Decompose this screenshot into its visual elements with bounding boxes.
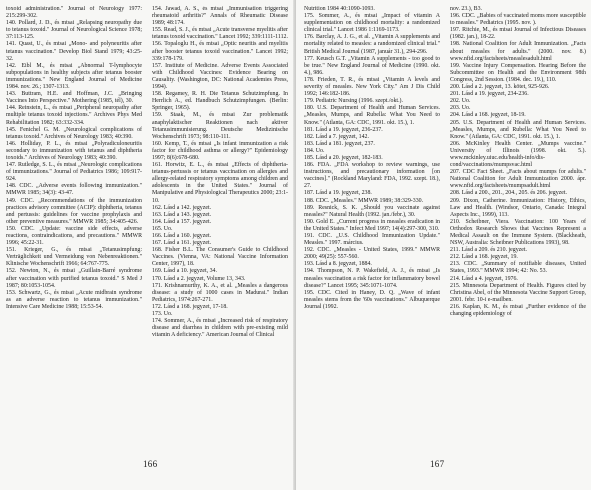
- reference-entry: 145. Fenichel G. M. „Neurological complications of tetanus toxoid." Archives of Neurology 1983; 40:390.: [6, 126, 142, 140]
- reference-entry: 149. CDC. „Recommendations of the immunization practices advisory committee (ACIP): diphtheria, tetanus and pertussis: guidelines for vaccine prophylaxis and other preventive measures." MMWR 1985; 34:405-426.: [6, 197, 142, 225]
- reference-entry: 198. National Coalition for Adult Immunization. „Facts about measles for adults." (2000. nov. 8.) www.nfid.org/factsheets/measlesadult.html: [450, 41, 586, 62]
- reference-entry: 205. U.S. Department of Health and Human Services. „Measles, Mumps, and Rubella: What You Need to Know." (Atlanta, GA: CDC, 1991. okt. 15.), 1.: [450, 119, 586, 140]
- reference-entry: 143. Buttram, H.E. and Hoffman, J.C. „Bringing Vaccines Into Perspective." Mothering (1985, tél), 30.: [6, 91, 142, 105]
- reference-entry: Nutrition 1984 40:1090-1093.: [304, 6, 375, 12]
- reference-entry: 206. McKinley Health Center. „Mumps vaccine." University of Illinois (1998. okt. 5.). www.mckinley.uiuc.edu/health-info/dis-cond/vaccinations/mumpsvac.html: [450, 140, 586, 169]
- reference-entry: 165. Uo.: [152, 225, 173, 232]
- reference-entry: 174. Sommer, A., és mtsai „Increased risk of respiratory disease and diarrhea in children with pre-existing mild vitamin A deficiency." American Journal of Clinical: [152, 318, 288, 339]
- reference-entry: 191. CDC. „U.S. Childhood Immunization Update." Measles." 1997. március.: [304, 233, 440, 247]
- reference-entry: 182. Lásd a 7. jegyzet, 142.: [304, 133, 369, 140]
- right-page: [296, 0, 591, 490]
- reference-entry: 148. CDC. „Adverse events following immunization." MMWR 1985; 34(3): 43-47.: [6, 183, 142, 197]
- right-page-column-1: [304, 6, 440, 446]
- reference-entry: 175. Sommer, A., és mtsai „Impact of vitamin A supplementation on childhood mortality: a randomized clinical trial." Lancet 1986 1:1169-1173.: [304, 13, 440, 34]
- reference-entry: 160. Kemp, T., és mtsai „Is infant immunization a risk factor for childhood asthma or allergy?" Epidemiology 1997; 8(6):678-680.: [152, 140, 288, 161]
- reference-entry: 203. Uo.: [450, 105, 471, 112]
- reference-entry: 156. Topaloglu H., és mtsai „Optic neuritis and myelitis after booster tetanus toxoid vaccination." Lancet 1992; 339:178-179.: [152, 41, 288, 62]
- reference-entry: 195. CDC. Cited in Haney, D. Q. „Wave of infant measles stems from the '60s vaccinations." Albuquerque Journal (1992.: [304, 289, 440, 310]
- reference-entry: 184. Uo.: [304, 147, 325, 154]
- reference-entry: 177. Keusch G.T. „Vitamin A supplements - too good to be true." New England Journal of Medicine (1990. okt. 4.), 986.: [304, 55, 440, 76]
- left-page-column-2: [152, 6, 288, 446]
- reference-entry: 213. CDC. „Summary of notifiable diseases, United States, 1993." MMWR 1994; 42: No. 53.: [450, 261, 586, 275]
- reference-entry: 199. Vaccine Injury Compensation. Hearing Before the Subcommittee on Health and the Environment 98th Congress, 2nd Session. (1984. dec. 19.), 110.: [450, 62, 586, 83]
- reference-entry: 157. Institute of Medicine. Adverse Events Associated with Childhood Vaccines: Evidence Bearing on Causality. (Washington, DC: National Academies Press, 1994).: [152, 62, 288, 91]
- reference-entry: 162. Lásd a 142. jegyzet.: [152, 204, 212, 211]
- left-page-column-1: [6, 6, 142, 446]
- reference-entry: 150. CDC. „Update: vaccine side effects, adverse reactions, contraindications, and precautions." MMWR 1996; 45:22-31.: [6, 225, 142, 247]
- reference-entry: 152. Newton, N., és mtsai „Guillain-Barré syndrome after vaccination with purified tetanus toxoid." S Med J 1987; 80:1053-1054.: [6, 268, 142, 289]
- reference-entry: 155. Read, S. J., és mtsai „Acute transverse myelitis after tetanus toxoid vaccination." Lancet 1992; 339:1111-1112.: [152, 27, 288, 41]
- reference-entry: 202. Uo.: [450, 98, 471, 105]
- reference-entry: 200. Lásd a 2. jegyzet, 13. kötet, 925-926.: [450, 84, 550, 91]
- reference-entry: 201. Lásd a 19. jegyzet, 234-236.: [450, 91, 529, 98]
- reference-entry: 190. Gold E. „Current progress in measles eradication in the United States." Infect Med 1997; 14(4):297-300, 310.: [304, 218, 440, 232]
- reference-entry: 214. Lásd a 4. jegyzet, 1976.: [450, 275, 518, 282]
- reference-entry: 167. Lásd a 161. jegyzet.: [152, 240, 212, 247]
- reference-entry: 179. Pediatric Nursing (1996. szept./okt.).: [304, 98, 403, 105]
- reference-entry: 210. Scheibner, Viera. Vaccination: 100 Years of Orthodox Research Shows that Vaccines Represent a Medical Assault on the Immune System. (Blackheath, NSW, Australia: Scheibner Publications 1993), 98.: [450, 218, 586, 247]
- reference-entry: 159. Staak, M., és mtsai Zur problematik anaphylaktischer Reaktionen nach aktiver Tetanusimmunisierung. Deutsche Medizinische Wochenschrift 1973; 98:110-111.: [152, 112, 288, 140]
- reference-entry: 185. Lásd a 20. jegyzet, 182-183.: [304, 154, 383, 161]
- page-number-right: 167: [430, 459, 445, 469]
- reference-entry: 144. Reinstein, L., és mtsai „Peripheral neuropathy after multiple tetanus toxoid injections." Archives Phys Med Rehabilitation 1982; 63:332-334.: [6, 105, 142, 126]
- reference-entry: 173. Uo.: [152, 311, 173, 318]
- reference-entry: 153. Schwartz, G., és mtsai „Acute midbrain syndrome as an adverse reaction to tetanus immunization." Intensive Care Medicine 1988; 15:53-54.: [6, 289, 142, 310]
- reference-entry: 146. Holliday, P. L., és mtsai „Polyradiculoneuritis secondary to immunization with tetanus and diphtheria toxoids." Archives of Neurology 1983; 40:390.: [6, 140, 142, 161]
- reference-entry: 151. Krieger, G., és mtsai „Tetanusimpfung: Verträglichkeit und Vermeidung von Nebenreaktionen." Klinische Wochenschrift 1966; 64:767-775.: [6, 247, 142, 268]
- reference-entry: 158. Regamey, R. H. Die Tetanus Schutzimpfung. In Herrlich A., ed. Handbuch Schutzimpfungen. (Berlin: Springer, 1965).: [152, 91, 288, 112]
- reference-entry: 142. Eibl M., és mtsai „Abnormal T-lymphocyte subpopulations in healthy subjects after tetanus booster immunizations." New England Journal of Medicine 1984. nov. 26.; 1307-1313.: [6, 62, 142, 91]
- right-page-columns: [304, 6, 586, 446]
- right-page-column-2: [450, 6, 586, 446]
- reference-entry: 196. CDC. „Babies of vaccinated moms more susceptible to measles." Pediatrics (1995. nov. ).: [450, 13, 586, 27]
- reference-entry: 168. Fisher B.L. The Consumer's Guide to Childhood Vaccines. (Vienna, VA: National Vaccine Information Center, 1997), 18.: [152, 247, 288, 268]
- reference-entry: 166. Lásd a 160. jegyzet.: [152, 233, 212, 239]
- reference-entry: 169. Lásd a 10. jegyzet, 34.: [152, 268, 217, 275]
- reference-entry: 194. Thompson, N. P. Wakefield, A. J., és mtsai „Is measles vaccination a risk factor for inflammatory bowel disease?" Lancet 1995; 345:1071-1074.: [304, 268, 440, 289]
- reference-entry: 193. Lásd a 8. jegyzet, 1884.: [304, 261, 372, 268]
- reference-entry: toxoid administration." Journal of Neurology 1977: 215:299-302.: [6, 6, 142, 20]
- reference-entry: 189. Resnick, S. K. „Should you vaccinate against measles?" Natural Health (1992. jan./febr.), 30.: [304, 204, 440, 218]
- reference-entry: 211. Lásd a 209. és 210. jegyzet.: [450, 247, 527, 254]
- reference-entry: 215. Minnesota Department of Health. Figures cited by Christina Abel, of the Minnesota Vaccine Support Group, 2001. febr. 10-i e-mailben.: [450, 282, 586, 303]
- reference-entry: 209. Dixon, Catherine. Immunization: History, Ethics, Law and Health. (Windsor, Ontario, Canada: Integral Aspects Inc., 1999), 113.: [450, 197, 586, 218]
- reference-entry: 207. CDC Fact Sheet. „Facts about mumps for adults." National Coalition for Adult Immunization 2000. ápr. www.nfid.org/factsheets/mumpsadult.html: [450, 169, 586, 190]
- reference-entry: 164. Lásd a 157. jegyzet.: [152, 218, 212, 225]
- reference-entry: 163. Lásd a 143. jegyzet.: [152, 211, 212, 218]
- reference-entry: 178. Frieden, T. R., és mtsai „Vitamin A levels and severity of measles. New York City." Am J Dis Child 1992; 146:182-186.: [304, 76, 440, 98]
- reference-entry: 208. Lásd a 200., 201., 204., 205. és 206. jegyzet.: [450, 190, 567, 197]
- reference-entry: nov. 23.), B3.: [450, 6, 483, 12]
- reference-entry: 171. Krishnamurthy, K. A., et al. „Measles a dangerous disease: a study of 1000 cases in Madurai." Indian Pediatrics, 1974:267-271.: [152, 282, 288, 303]
- reference-entry: 180. U.S. Department of Health and Human Services. „Measles, Mumps, and Rubella: What You Need to Know." (Atlanta, GA: CDC, 1991. okt. 15.), 1.: [304, 105, 440, 126]
- reference-entry: 204. Lásd a 168. jegyzet, 18-19.: [450, 112, 526, 119]
- reference-entry: 176. Barclay, A. J. G., et al. „Vitamin A supplements and mortality related to measles: a randomized clinical trial." British Medical Journal (1987, január 31.), 294-296.: [304, 34, 440, 55]
- page-number-left: 166: [143, 459, 158, 469]
- reference-entry: 216. Kaplan, K. M., és mtsai „Further evidence of the changing epidemiology of: [450, 303, 586, 318]
- reference-entry: 181. Lásd a 19. jegyzet, 236-237.: [304, 126, 383, 133]
- reference-entry: 188. CDC. „Measles." MMWR 1989; 38:329-330.: [304, 197, 424, 204]
- left-page: [0, 0, 295, 490]
- reference-entry: 183. Lásd a 181. jegyzet, 237.: [304, 140, 375, 147]
- reference-entry: 154. Jawad, A. S., és mtsai „Immunisation triggering rheumatoid arthritis?" Annals of Rheumatic Disease 1989; 48:174.: [152, 6, 288, 27]
- reference-entry: 197. Ritchie, M., és mtsai Journal of Infectious Diseases (1982. jan.), 18-22.: [450, 27, 586, 41]
- reference-entry: 161. Horwitz, E. L., és mtsai „Effects of diphtheria-tetanus-pertussis or tetanus vaccination on allergies and allergy-related respiratory symptoms among children and adolescents in the United States." Journal of Manipulative and Physiological Therapeutics 2000; 23:1-10.: [152, 162, 288, 204]
- reference-entry: 187. Lásd a 19. jegyzet, 238.: [304, 190, 372, 197]
- reference-entry: 170. Lásd a 2. jegyzet, Volume 13, 343.: [152, 275, 246, 282]
- reference-entry: 141. Quast, U., és mtsai „Mono- and polyneuritis after tetanus vaccination." Develop Biol Stand 1979; 43:25-32.: [6, 41, 142, 62]
- reference-entry: 186. FDA. „FDA workshop to review warnings, use instructions, and precautionary information [on vaccines]." (Rockland Maryland: FDA, 1992. szept. 18.), 27.: [304, 162, 440, 190]
- reference-entry: 140. Pollard, J. D., és mtsai „Relapsing neuropathy due to tetanus toxoid." Journal of Neurological Science 1978; 37:113-125.: [6, 20, 142, 41]
- reference-entry: 147. Rutledge, S. L., és mtsai „Neurologic complications of immunizations." Journal of Pediatrics 1986; 109:917-924.: [6, 162, 142, 183]
- reference-entry: 172. Lásd a 168. jegyzet, 17-18.: [152, 303, 228, 310]
- reference-entry: 192. CDC. „Measles - United States, 1999." MMWR 2000; 49(25): 557-560.: [304, 247, 440, 261]
- left-page-columns: [6, 6, 288, 446]
- reference-entry: 212. Lásd a 168. jegyzet, 19.: [450, 254, 518, 261]
